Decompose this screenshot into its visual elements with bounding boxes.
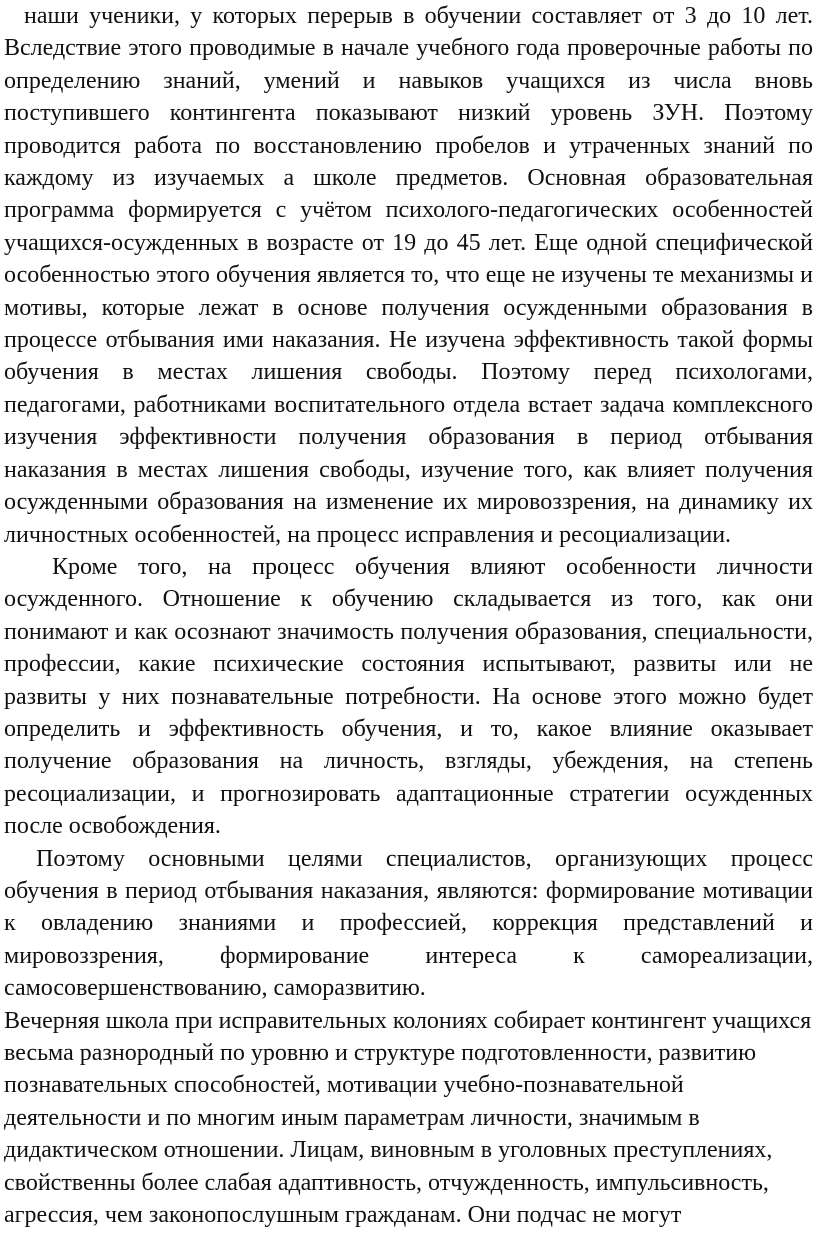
paragraph-1: наши ученики, у которых перерыв в обучении составляет от 3 до 10 лет. Вследствие этого проводимые в начале учебного года проверочные работы по определению знаний, умений и навыков учащихся из числа вновь поступившего контингента показывают низкий уровень ЗУН. Поэтому проводится работа по восстановлению пробелов и утраченных знаний по каждому из изучаемых а школе предметов. Основная образовательная программа формируется с учётом психолого-педагогических особенностей учащихся-осужденных в возрасте от 19 до 45 лет. Еще одной специфической особенностью этого обучения является то, что еще не изучены те механизмы и мотивы, которые лежат в основе получения осужденными образования в процессе отбывания ими наказания. Не изучена эффективность такой формы обучения в местах лишения свободы. Поэтому перед психологами, педагогами, работниками воспитательного отдела встает задача комплексного изучения эффективности получения образования в период отбывания наказания в местах лишения свободы, изучение того, как влияет получения осужденными образования на изменение их мировоззрения, на динамику их личностных особенностей, на процесс исправления и ресоциализации. (4, 3, 813, 548)
paragraph-2: Кроме того, на процесс обучения влияют особенности личности осужденного. Отношение к обучению складывается из того, как они понимают и как осознают значимость получения образования, специальности, профессии, какие психические состояния испытывают, развиты или не развиты у них познавательные потребности. На основе этого можно будет определить и эффективность обучения, и то, какое влияние оказывает получение образования на личность, взгляды, убеждения, на степень ресоциализации, и прогнозировать адаптационные стратегии осужденных после освобождения. (4, 553, 813, 840)
paragraph-4: Вечерняя школа при исправительных колониях собирает контингент учащихся весьма разнородный по уровню и структуре подготовленности, развитию познавательных способностей, мотивации учебно-познавательной деятельности и по многим иным параметрам личности, значимым в дидактическом отношении. Лицам, виновным в уголовных преступлениях, свойственны более слабая адаптивность, отчужденность, импульсивность, агрессия, чем законопослушным гражданам. Они подчас не могут (4, 1007, 812, 1229)
paragraph-3: Поэтому основными целями специалистов, организующих процесс обучения в период отбывания наказания, являются: формирование мотивации к овладению знаниями и профессией, коррекция представлений и мировоззрения, формирование интереса к самореализации, самосовершенствованию, саморазвитию. (4, 845, 813, 1002)
